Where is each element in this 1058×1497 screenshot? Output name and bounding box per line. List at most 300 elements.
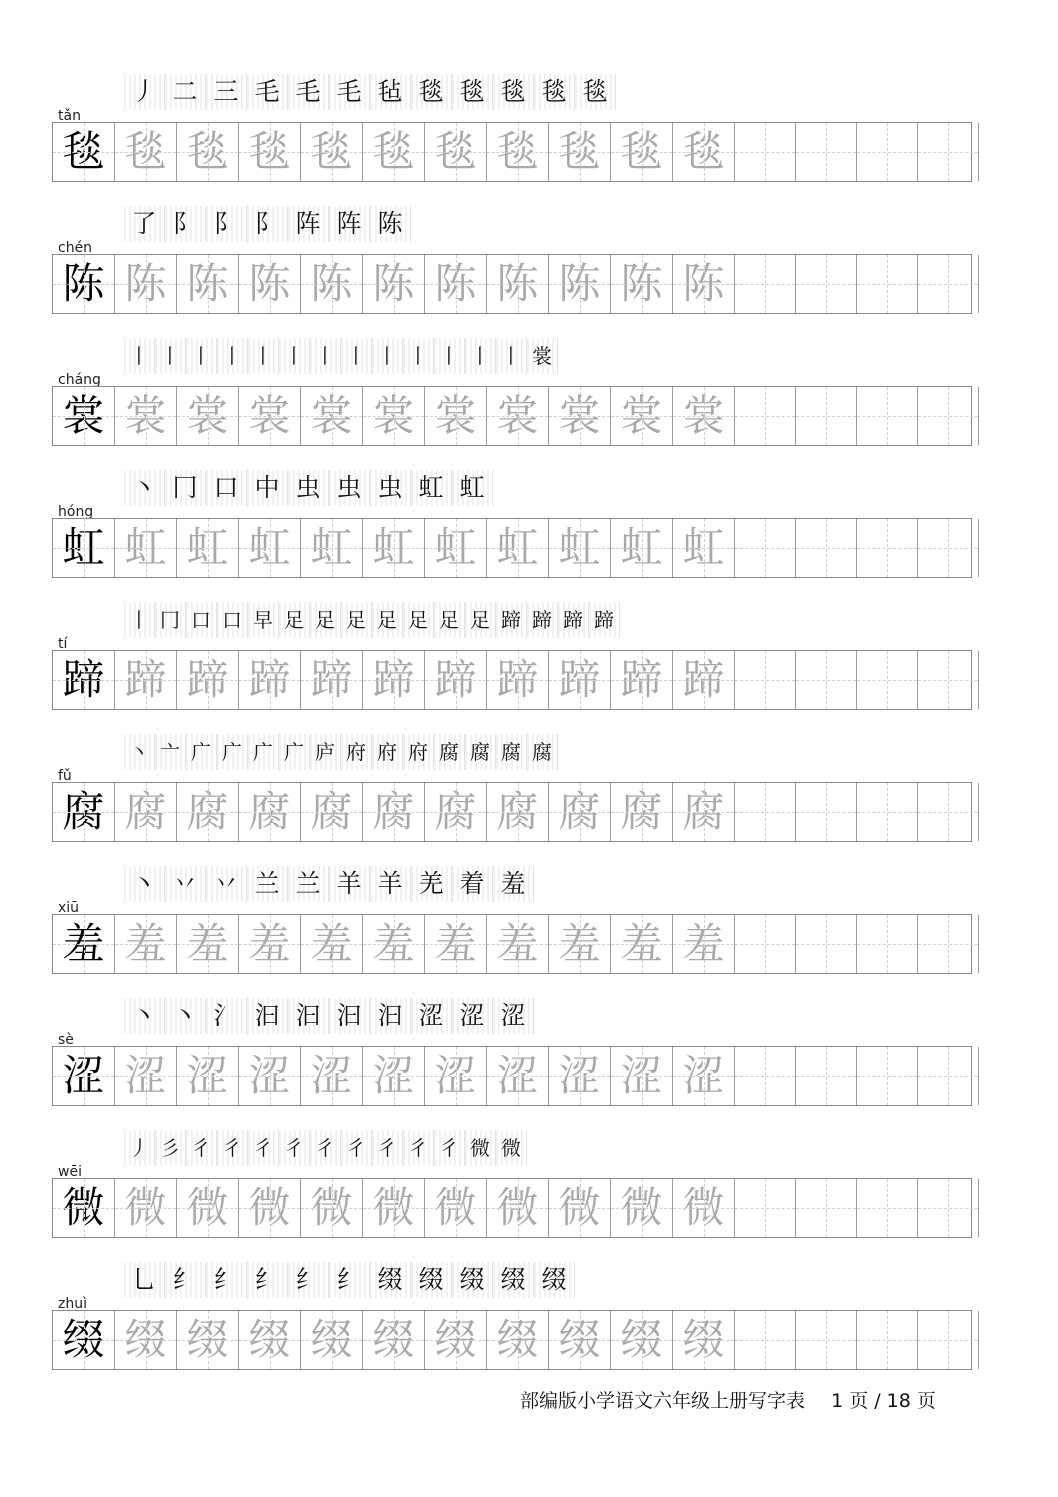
page-number: 1 页 / 18 页 [831, 1390, 936, 1412]
pinyin-label: hóng [58, 504, 94, 520]
stroke-step: 阵 [329, 206, 370, 242]
stroke-step: 口 [206, 470, 247, 506]
stroke-step: 毯 [493, 74, 534, 110]
empty-practice-cell [918, 1047, 979, 1105]
stroke-step: 广 [186, 734, 217, 770]
stroke-step: 蹄 [589, 602, 620, 638]
trace-character: 羞 [239, 915, 301, 973]
trace-character: 腐 [611, 783, 673, 841]
empty-practice-cell [796, 387, 857, 445]
stroke-step: 纟 [329, 1262, 370, 1298]
stroke-step: 丨 [124, 338, 155, 374]
stroke-step: 汩 [329, 998, 370, 1034]
trace-character: 虹 [115, 519, 177, 577]
trace-character: 缀 [425, 1311, 487, 1369]
empty-practice-cell [735, 255, 796, 313]
stroke-step: 丨 [217, 338, 248, 374]
empty-practice-cell [735, 1179, 796, 1237]
stroke-step: 丨 [279, 338, 310, 374]
trace-character: 陈 [115, 255, 177, 313]
stroke-step: 毯 [575, 74, 616, 110]
character-entry [52, 470, 974, 600]
stroke-step: 彡 [155, 1130, 186, 1166]
trace-character: 裳 [177, 387, 239, 445]
stroke-step: 毡 [370, 74, 411, 110]
stroke-step: 丨 [465, 338, 496, 374]
model-character: 虹 [53, 519, 115, 577]
stroke-step: 冂 [155, 602, 186, 638]
stroke-step: 腐 [527, 734, 558, 770]
stroke-order [124, 470, 493, 506]
stroke-step: 毯 [534, 74, 575, 110]
trace-character: 陈 [177, 255, 239, 313]
stroke-step: 府 [403, 734, 434, 770]
model-character: 缀 [53, 1311, 115, 1369]
stroke-step: 虹 [452, 470, 493, 506]
stroke-step: 纟 [247, 1262, 288, 1298]
stroke-step: 阝 [206, 206, 247, 242]
trace-character: 裳 [239, 387, 301, 445]
stroke-order [124, 206, 411, 242]
trace-character: 涩 [239, 1047, 301, 1105]
character-entry [52, 866, 974, 996]
stroke-step: 彳 [372, 1130, 403, 1166]
trace-character: 微 [301, 1179, 363, 1237]
empty-practice-cell [735, 123, 796, 181]
stroke-step: 蹄 [496, 602, 527, 638]
stroke-step: 兰 [247, 866, 288, 902]
stroke-step: 陈 [370, 206, 411, 242]
stroke-step: 涩 [452, 998, 493, 1034]
stroke-step: 虹 [411, 470, 452, 506]
trace-character: 腐 [673, 783, 735, 841]
trace-character: 蹄 [425, 651, 487, 709]
empty-practice-cell [857, 255, 918, 313]
trace-character: 蹄 [301, 651, 363, 709]
trace-character: 裳 [549, 387, 611, 445]
empty-practice-cell [857, 783, 918, 841]
stroke-step: 广 [248, 734, 279, 770]
stroke-step: 阝 [247, 206, 288, 242]
pinyin-label: tí [58, 636, 68, 652]
character-entry [52, 998, 974, 1128]
stroke-step: 汩 [288, 998, 329, 1034]
stroke-step: 虫 [329, 470, 370, 506]
stroke-step: 彳 [403, 1130, 434, 1166]
stroke-step: 足 [310, 602, 341, 638]
writing-grid [52, 914, 972, 974]
stroke-step: 丶 [124, 734, 155, 770]
stroke-step: 毯 [411, 74, 452, 110]
stroke-step: 缀 [534, 1262, 575, 1298]
model-character: 蹄 [53, 651, 115, 709]
trace-character: 毯 [363, 123, 425, 181]
trace-character: 蹄 [177, 651, 239, 709]
empty-practice-cell [857, 1047, 918, 1105]
stroke-step: 蹄 [527, 602, 558, 638]
stroke-step: 羊 [329, 866, 370, 902]
character-entry [52, 602, 974, 732]
stroke-step: 毛 [329, 74, 370, 110]
pinyin-label: cháng [58, 372, 101, 388]
stroke-step: 羌 [411, 866, 452, 902]
stroke-step: 乚 [124, 1262, 165, 1298]
stroke-step: 纟 [165, 1262, 206, 1298]
stroke-step: 毛 [247, 74, 288, 110]
trace-character: 毯 [549, 123, 611, 181]
stroke-step: 腐 [465, 734, 496, 770]
empty-practice-cell [735, 519, 796, 577]
trace-character: 蹄 [239, 651, 301, 709]
stroke-step: 丶 [124, 866, 165, 902]
empty-practice-cell [796, 1179, 857, 1237]
trace-character: 蹄 [487, 651, 549, 709]
stroke-step: 庐 [310, 734, 341, 770]
trace-character: 羞 [611, 915, 673, 973]
stroke-step: 彳 [310, 1130, 341, 1166]
stroke-step: 彳 [434, 1130, 465, 1166]
trace-character: 陈 [673, 255, 735, 313]
stroke-step: 丨 [186, 338, 217, 374]
stroke-step: 纟 [206, 1262, 247, 1298]
stroke-step: 腐 [434, 734, 465, 770]
model-character: 羞 [53, 915, 115, 973]
trace-character: 缀 [301, 1311, 363, 1369]
stroke-step: 丨 [310, 338, 341, 374]
trace-character: 虹 [239, 519, 301, 577]
trace-character: 裳 [673, 387, 735, 445]
trace-character: 涩 [611, 1047, 673, 1105]
stroke-step: 蹄 [558, 602, 589, 638]
stroke-step: 丶 [124, 998, 165, 1034]
stroke-step: 足 [279, 602, 310, 638]
stroke-order [124, 998, 534, 1034]
empty-practice-cell [796, 1047, 857, 1105]
stroke-step: 足 [403, 602, 434, 638]
empty-practice-cell [796, 123, 857, 181]
pinyin-label: tǎn [58, 108, 81, 124]
stroke-step: 丨 [155, 338, 186, 374]
stroke-step: 兰 [288, 866, 329, 902]
stroke-step: 冂 [165, 470, 206, 506]
stroke-step: 足 [465, 602, 496, 638]
trace-character: 虹 [549, 519, 611, 577]
stroke-step: 彳 [341, 1130, 372, 1166]
model-character: 腐 [53, 783, 115, 841]
stroke-step: 丿 [124, 1130, 155, 1166]
empty-practice-cell [796, 915, 857, 973]
stroke-step: 府 [372, 734, 403, 770]
trace-character: 虹 [673, 519, 735, 577]
empty-practice-cell [735, 915, 796, 973]
empty-practice-cell [918, 1179, 979, 1237]
trace-character: 涩 [115, 1047, 177, 1105]
empty-practice-cell [857, 519, 918, 577]
stroke-step: 丨 [434, 338, 465, 374]
trace-character: 蹄 [549, 651, 611, 709]
trace-character: 虹 [177, 519, 239, 577]
stroke-step: 缀 [370, 1262, 411, 1298]
pinyin-label: xiū [58, 900, 80, 916]
trace-character: 羞 [177, 915, 239, 973]
stroke-step: 汩 [247, 998, 288, 1034]
character-entry [52, 1262, 974, 1392]
trace-character: 微 [177, 1179, 239, 1237]
stroke-step: 氵 [206, 998, 247, 1034]
empty-practice-cell [735, 1047, 796, 1105]
trace-character: 腐 [301, 783, 363, 841]
stroke-step: 虫 [288, 470, 329, 506]
trace-character: 陈 [301, 255, 363, 313]
stroke-order [124, 338, 558, 374]
stroke-step: 丶 [124, 470, 165, 506]
stroke-step: 缀 [411, 1262, 452, 1298]
trace-character: 裳 [425, 387, 487, 445]
empty-practice-cell [796, 1311, 857, 1369]
character-entry [52, 338, 974, 468]
empty-practice-cell [735, 651, 796, 709]
trace-character: 涩 [177, 1047, 239, 1105]
empty-practice-cell [918, 783, 979, 841]
empty-practice-cell [918, 519, 979, 577]
character-entry [52, 206, 974, 336]
trace-character: 陈 [363, 255, 425, 313]
trace-character: 裳 [363, 387, 425, 445]
trace-character: 缀 [363, 1311, 425, 1369]
stroke-step: 亠 [155, 734, 186, 770]
trace-character: 蹄 [611, 651, 673, 709]
stroke-step: 足 [372, 602, 403, 638]
trace-character: 涩 [425, 1047, 487, 1105]
empty-practice-cell [918, 1311, 979, 1369]
trace-character: 微 [239, 1179, 301, 1237]
writing-grid [52, 1178, 972, 1238]
stroke-step: 丶 [165, 998, 206, 1034]
stroke-order [124, 602, 620, 638]
stroke-step: 丨 [403, 338, 434, 374]
stroke-step: 丷 [165, 866, 206, 902]
trace-character: 陈 [611, 255, 673, 313]
pinyin-label: sè [58, 1032, 74, 1048]
empty-practice-cell [918, 651, 979, 709]
stroke-step: 缀 [452, 1262, 493, 1298]
stroke-step: 足 [341, 602, 372, 638]
trace-character: 涩 [673, 1047, 735, 1105]
trace-character: 羞 [673, 915, 735, 973]
trace-character: 涩 [549, 1047, 611, 1105]
empty-practice-cell [918, 387, 979, 445]
trace-character: 微 [425, 1179, 487, 1237]
stroke-step: 彳 [217, 1130, 248, 1166]
stroke-step: 彳 [279, 1130, 310, 1166]
trace-character: 毯 [425, 123, 487, 181]
trace-character: 毯 [239, 123, 301, 181]
stroke-step: 阵 [288, 206, 329, 242]
stroke-step: 丨 [248, 338, 279, 374]
stroke-step: 涩 [493, 998, 534, 1034]
stroke-step: 三 [206, 74, 247, 110]
empty-practice-cell [918, 255, 979, 313]
trace-character: 缀 [611, 1311, 673, 1369]
pinyin-label: chén [58, 240, 93, 256]
stroke-step: 了 [124, 206, 165, 242]
trace-character: 涩 [487, 1047, 549, 1105]
trace-character: 腐 [363, 783, 425, 841]
stroke-order [124, 74, 616, 110]
stroke-step: 毛 [288, 74, 329, 110]
stroke-step: 口 [217, 602, 248, 638]
trace-character: 毯 [115, 123, 177, 181]
trace-character: 虹 [487, 519, 549, 577]
writing-grid [52, 1046, 972, 1106]
page-footer [520, 1386, 956, 1413]
stroke-step: 羞 [493, 866, 534, 902]
stroke-step: 彳 [186, 1130, 217, 1166]
stroke-step: 缀 [493, 1262, 534, 1298]
trace-character: 裳 [301, 387, 363, 445]
stroke-step: 足 [434, 602, 465, 638]
stroke-order [124, 1262, 575, 1298]
trace-character: 羞 [115, 915, 177, 973]
trace-character: 腐 [115, 783, 177, 841]
empty-practice-cell [735, 1311, 796, 1369]
trace-character: 蹄 [115, 651, 177, 709]
trace-character: 羞 [301, 915, 363, 973]
trace-character: 陈 [239, 255, 301, 313]
trace-character: 微 [611, 1179, 673, 1237]
trace-character: 腐 [177, 783, 239, 841]
trace-character: 虹 [301, 519, 363, 577]
pinyin-label: wēi [58, 1164, 82, 1180]
trace-character: 裳 [487, 387, 549, 445]
trace-character: 涩 [363, 1047, 425, 1105]
trace-character: 羞 [549, 915, 611, 973]
trace-character: 缀 [177, 1311, 239, 1369]
character-entry [52, 74, 974, 204]
trace-character: 毯 [177, 123, 239, 181]
trace-character: 毯 [673, 123, 735, 181]
empty-practice-cell [796, 519, 857, 577]
model-character: 涩 [53, 1047, 115, 1105]
trace-character: 毯 [301, 123, 363, 181]
empty-practice-cell [857, 1179, 918, 1237]
stroke-step: 羊 [370, 866, 411, 902]
empty-practice-cell [857, 387, 918, 445]
writing-grid [52, 1310, 972, 1370]
stroke-step: 裳 [527, 338, 558, 374]
stroke-step: 彳 [248, 1130, 279, 1166]
trace-character: 腐 [425, 783, 487, 841]
empty-practice-cell [857, 651, 918, 709]
trace-character: 微 [363, 1179, 425, 1237]
stroke-step: 丨 [496, 338, 527, 374]
stroke-order [124, 734, 558, 770]
stroke-step: 丨 [341, 338, 372, 374]
trace-character: 缀 [673, 1311, 735, 1369]
empty-practice-cell [857, 123, 918, 181]
character-entry [52, 734, 974, 864]
empty-practice-cell [918, 915, 979, 973]
trace-character: 腐 [239, 783, 301, 841]
stroke-step: 早 [248, 602, 279, 638]
workbook-title: 部编版小学语文六年级上册写字表 [520, 1390, 806, 1412]
stroke-step: 府 [341, 734, 372, 770]
stroke-step: 汩 [370, 998, 411, 1034]
model-character: 陈 [53, 255, 115, 313]
empty-practice-cell [735, 783, 796, 841]
trace-character: 陈 [549, 255, 611, 313]
trace-character: 蹄 [363, 651, 425, 709]
trace-character: 腐 [549, 783, 611, 841]
trace-character: 缀 [549, 1311, 611, 1369]
stroke-step: 丨 [372, 338, 403, 374]
writing-grid [52, 782, 972, 842]
trace-character: 陈 [487, 255, 549, 313]
stroke-step: 丨 [124, 602, 155, 638]
trace-character: 虹 [363, 519, 425, 577]
writing-grid [52, 518, 972, 578]
trace-character: 虹 [425, 519, 487, 577]
stroke-step: 涩 [411, 998, 452, 1034]
stroke-order [124, 1130, 527, 1166]
trace-character: 缀 [487, 1311, 549, 1369]
writing-grid [52, 650, 972, 710]
pinyin-label: zhuì [58, 1296, 87, 1312]
empty-practice-cell [796, 783, 857, 841]
trace-character: 涩 [301, 1047, 363, 1105]
stroke-step: 阝 [165, 206, 206, 242]
trace-character: 缀 [239, 1311, 301, 1369]
stroke-step: 广 [217, 734, 248, 770]
trace-character: 腐 [487, 783, 549, 841]
empty-practice-cell [857, 1311, 918, 1369]
trace-character: 毯 [487, 123, 549, 181]
empty-practice-cell [857, 915, 918, 973]
stroke-step: 丷 [206, 866, 247, 902]
stroke-step: 毯 [452, 74, 493, 110]
stroke-step: 纟 [288, 1262, 329, 1298]
stroke-step: 二 [165, 74, 206, 110]
pinyin-label: fǔ [58, 768, 72, 784]
writing-grid [52, 254, 972, 314]
trace-character: 缀 [115, 1311, 177, 1369]
trace-character: 蹄 [673, 651, 735, 709]
trace-character: 微 [487, 1179, 549, 1237]
trace-character: 微 [549, 1179, 611, 1237]
writing-grid [52, 386, 972, 446]
empty-practice-cell [918, 123, 979, 181]
trace-character: 毯 [611, 123, 673, 181]
empty-practice-cell [735, 387, 796, 445]
empty-practice-cell [796, 651, 857, 709]
model-character: 微 [53, 1179, 115, 1237]
model-character: 裳 [53, 387, 115, 445]
trace-character: 羞 [425, 915, 487, 973]
trace-character: 陈 [425, 255, 487, 313]
stroke-step: 丿 [124, 74, 165, 110]
stroke-step: 广 [279, 734, 310, 770]
stroke-step: 着 [452, 866, 493, 902]
stroke-step: 微 [496, 1130, 527, 1166]
model-character: 毯 [53, 123, 115, 181]
trace-character: 微 [673, 1179, 735, 1237]
trace-character: 裳 [115, 387, 177, 445]
trace-character: 羞 [487, 915, 549, 973]
writing-grid [52, 122, 972, 182]
stroke-step: 腐 [496, 734, 527, 770]
empty-practice-cell [796, 255, 857, 313]
trace-character: 裳 [611, 387, 673, 445]
